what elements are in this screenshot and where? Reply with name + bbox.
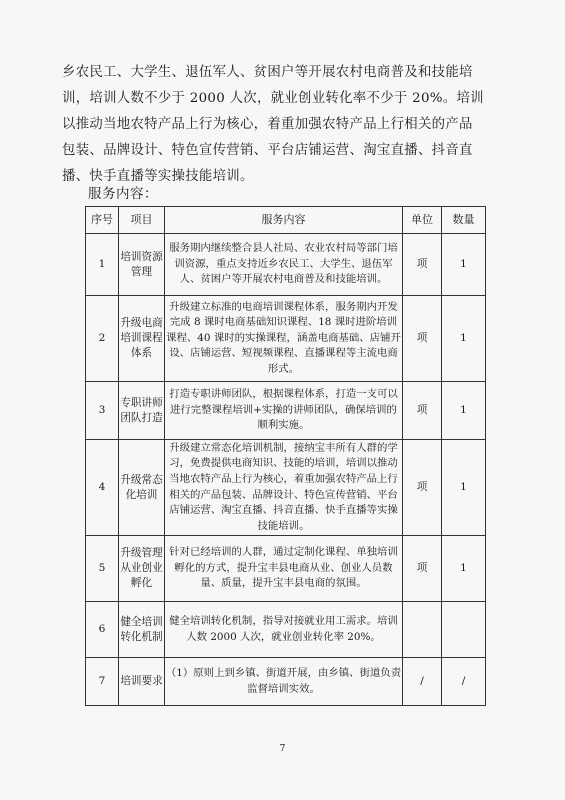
row-no: 5: [86, 536, 119, 602]
row-unit: 项: [403, 296, 442, 382]
table-row: [86, 440, 486, 536]
intro-line: 乡农民工、大学生、退伍军人、贫困户等开展农村电商普及和技能培: [62, 65, 473, 80]
table-row: [86, 234, 486, 296]
intro-line: 以推动当地农特产品上行为核心，着重加强农特产品上行相关的产品: [62, 117, 473, 132]
row-content: 针对已经培训的人群，通过定制化课程、单独培训孵化的方式，提升宝丰县电商从业、创业人员数量、质量，提升宝丰县电商的氛围。: [165, 536, 403, 602]
row-no: 4: [86, 440, 119, 536]
page-number: 7: [279, 744, 286, 754]
row-unit: 项: [403, 382, 442, 440]
row-qty: 1: [442, 234, 486, 296]
header-qty: 数量: [442, 207, 486, 234]
section-title: 服务内容：: [88, 186, 158, 202]
row-content: 升级建立常态化培训机制，接纳宝丰所有人群的学习，免费提供电商知识、技能的培训，培训以推动当地农特产品上行为核心，着重加强农特产品上行相关的产品包装、品牌设计、特色宣传营销、平台店铺运营、淘宝直播、抖音直播、快手直播等实操技能培训。: [165, 440, 403, 536]
row-qty: [442, 602, 486, 658]
intro-line: 包装、品牌设计、特色宣传营销、平台店铺运营、淘宝直播、抖音直: [62, 143, 473, 158]
row-item: 培训资源管理: [119, 234, 165, 296]
row-no: 1: [86, 234, 119, 296]
row-unit: 项: [403, 536, 442, 602]
header-item: 项目: [119, 207, 165, 234]
table-row: [86, 382, 486, 440]
row-no: 2: [86, 296, 119, 382]
header-content: 服务内容: [165, 207, 403, 234]
row-qty: 1: [442, 440, 486, 536]
row-qty: 1: [442, 296, 486, 382]
row-no: 3: [86, 382, 119, 440]
row-item: 健全培训转化机制: [119, 602, 165, 658]
row-qty: 1: [442, 382, 486, 440]
row-unit: 项: [403, 440, 442, 536]
row-content: 升级建立标准的电商培训课程体系，服务期内开发完成 8 课时电商基础知识课程、18 课时进阶培训课程、40 课时的实操课程，涵盖电商基础、店铺开设、店铺运营、短视频课程、直播课程等主流电商形式。: [165, 296, 403, 382]
row-content: 打造专职讲师团队，根据课程体系，打造一支可以进行完整课程培训+实操的讲师团队，确保培训的顺利实施。: [165, 382, 403, 440]
row-content: 健全培训转化机制，指导对接就业用工需求。培训人数 2000 人次，就业创业转化率 20%。: [165, 602, 403, 658]
row-no: 6: [86, 602, 119, 658]
row-content: （1）原则上到乡镇、街道开展，由乡镇、街道负责监督培训实效。: [165, 658, 403, 706]
row-unit: /: [403, 658, 442, 706]
row-item: 培训要求: [119, 658, 165, 706]
intro-line: 播、快手直播等实操技能培训。: [62, 169, 254, 184]
services-table: [85, 206, 486, 706]
table-row: [86, 602, 486, 658]
table-row: [86, 536, 486, 602]
row-item: 升级常态化培训: [119, 440, 165, 536]
row-qty: /: [442, 658, 486, 706]
table-row: [86, 658, 486, 706]
row-no: 7: [86, 658, 119, 706]
row-item: 专职讲师团队打造: [119, 382, 165, 440]
table-row: [86, 296, 486, 382]
row-content: 服务期内继续整合县人社局、农业农村局等部门培训资源，重点支持近乡农民工、大学生、退伍军人、贫困户等开展农村电商普及和技能培训。: [165, 234, 403, 296]
row-item: 升级电商培训课程体系: [119, 296, 165, 382]
row-unit: [403, 602, 442, 658]
intro-paragraph: [62, 60, 512, 190]
row-item: 升级管理从业创业孵化: [119, 536, 165, 602]
table-header-row: [86, 207, 486, 234]
header-unit: 单位: [403, 207, 442, 234]
row-unit: 项: [403, 234, 442, 296]
row-qty: 1: [442, 536, 486, 602]
intro-line: 训，培训人数不少于 2000 人次，就业创业转化率不少于 20%。培训: [62, 91, 484, 106]
header-no: 序号: [86, 207, 119, 234]
